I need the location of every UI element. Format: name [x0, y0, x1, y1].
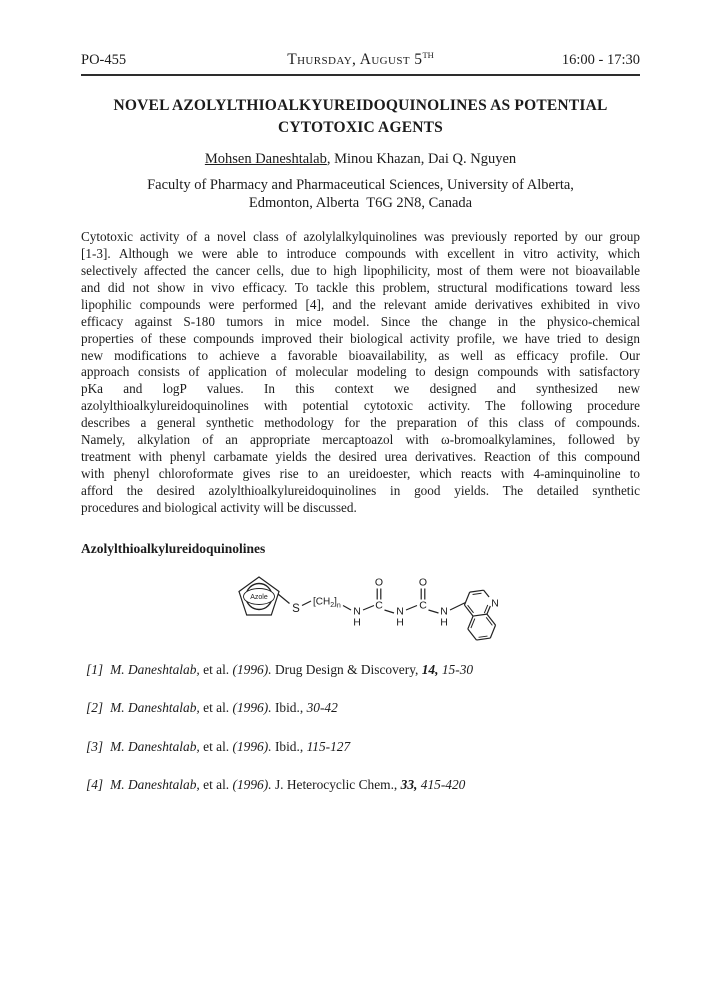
- reference-label: [3]: [86, 738, 104, 754]
- affiliation-line-1: Faculty of Pharmacy and Pharmaceutical Sciences, University of Alberta,: [147, 177, 574, 194]
- paper-title: [81, 95, 640, 139]
- abstract-line: describes a general synthetic methodology for the preparation of this class of compounds.: [81, 415, 640, 431]
- bracket-close: ]: [334, 596, 337, 608]
- session-day-text: Thursday, August 5: [287, 51, 423, 69]
- abstract-line: approach consists of application of molecular modeling to design compounds with satisfactory: [81, 364, 640, 380]
- reference-author: M. Daneshtalab,: [110, 700, 200, 716]
- reference-etal: et al.: [203, 777, 230, 793]
- reference-label: [4]: [86, 777, 104, 793]
- abstract-line: lipophilic compounds were performed [4], and the relevant amide derivatives exhibited in vivo: [81, 296, 640, 312]
- abstract-line: azolylthioalkylureidoquinolines with potential cytotoxic activity. The following procedure: [81, 398, 640, 414]
- reference-volume: 14,: [421, 661, 439, 677]
- reference-journal: Ibid.,: [274, 700, 304, 716]
- azole-label: Azole: [250, 593, 268, 601]
- presenting-author: Mohsen Daneshtalab: [204, 151, 327, 168]
- bond: [450, 602, 466, 610]
- nitrogen-label: N: [440, 605, 448, 618]
- reference-journal: Ibid.,: [274, 738, 304, 754]
- reference-label: [1]: [86, 661, 104, 677]
- oxygen-label: O: [374, 576, 384, 589]
- affiliation: [81, 177, 640, 212]
- reference-etal: et al.: [203, 700, 230, 716]
- nitrogen-label: N: [353, 605, 361, 618]
- reference-pages: 30-42: [306, 700, 338, 716]
- bond: [429, 610, 439, 613]
- reference-pages: 415-420: [420, 777, 466, 793]
- reference-author: M. Daneshtalab,: [110, 777, 200, 793]
- page-header: [81, 50, 640, 76]
- reference-item: [86, 776, 640, 793]
- abstract-line: pKa and logP values. In this context we designed and synthesized new: [81, 381, 640, 397]
- bond: [302, 601, 311, 606]
- session-day: [287, 50, 434, 69]
- bond: [406, 605, 417, 610]
- bond: [385, 610, 395, 613]
- session-code: PO-455: [81, 52, 127, 69]
- affiliation-line-2: Edmonton, Alberta T6G 2N8, Canada: [248, 194, 473, 211]
- session-day-superscript: TH: [422, 50, 434, 60]
- oxygen-label: O: [418, 576, 428, 589]
- abstract-line: Namely, alkylation of an appropriate mercaptoazol with ω-bromoalkylamines, followed by: [81, 432, 640, 448]
- ch2-text: [CH: [313, 596, 331, 608]
- reference-pages: 15-30: [441, 661, 474, 677]
- reference-volume: 33,: [400, 777, 418, 793]
- reference-item: [86, 738, 640, 755]
- n-subscript: n: [336, 602, 341, 610]
- reference-year: (1996).: [232, 738, 272, 754]
- reference-item: [86, 661, 640, 678]
- ch2-bracket-label: [313, 596, 341, 609]
- hydrogen-label: H: [396, 616, 404, 629]
- reference-item: [86, 699, 640, 716]
- abstract-line: Cytotoxic activity of a novel class of azolylalkylquinolines was previously reported by our group: [81, 229, 640, 245]
- sulfur-label: S: [292, 602, 300, 615]
- structure-figure: [226, 566, 526, 658]
- reference-journal: J. Heterocyclic Chem.,: [274, 777, 398, 793]
- bond: [343, 605, 351, 610]
- session-time: 16:00 - 17:30: [561, 52, 640, 69]
- reference-year: (1996).: [232, 661, 272, 677]
- coauthors: , Minou Khazan, Dai Q. Nguyen: [326, 151, 517, 168]
- abstract-line: afford the desired azolylthioalkylureidoquinolines in good yields. The detailed synthetic: [81, 482, 640, 498]
- reference-label: [2]: [86, 700, 104, 716]
- abstract-line: selectively affected the cancer cells, due to high lipophilicity, most of them were not bioavailable: [81, 262, 640, 278]
- reference-etal: et al.: [203, 738, 230, 754]
- abstract-line: new modifications to achieve a favorable bioavailability, as well as efficacy profile. Our: [81, 347, 640, 363]
- abstract-line: properties of these compounds improved their biological activity profile, we have tried to design: [81, 330, 640, 346]
- hydrogen-label: H: [440, 616, 448, 629]
- paper-title-line-2: CYTOTOXIC AGENTS: [278, 119, 443, 137]
- bond: [278, 594, 290, 604]
- abstract-line: and did not show in vivo efficacy. To tackle this problem, structural modifications toward less: [81, 279, 640, 295]
- nitrogen-label: N: [396, 605, 404, 618]
- reference-year: (1996).: [232, 777, 272, 793]
- reference-year: (1996).: [232, 700, 272, 716]
- bond: [363, 605, 374, 610]
- reference-journal: Drug Design & Discovery,: [274, 661, 419, 677]
- ch2-subscript: 2: [330, 601, 335, 609]
- abstract-line: procedures and biological activity will be discussed.: [81, 499, 357, 515]
- abstract-line: with phenyl chloroformate gives rise to an ureidoester, which reacts with 4-aminquinoline to: [81, 465, 640, 481]
- paper-title-line-1: NOVEL AZOLYLTHIOALKYUREIDOQUINOLINES AS POTENTIAL: [113, 97, 608, 115]
- abstract-line: [1-3]. Although we were able to introduce compounds with excellent in vitro activity, which: [81, 246, 640, 262]
- reference-list: [81, 661, 640, 794]
- chemical-structure-drawing: [226, 566, 526, 658]
- abstract-body: [81, 229, 640, 516]
- abstract-line: treatment with phenyl carbamate yields the desired urea derivatives. Reaction of this compound: [81, 448, 640, 464]
- reference-pages: 115-127: [306, 738, 351, 754]
- section-heading: Azolylthioalkylureidoquinolines: [81, 540, 266, 556]
- carbon-label: C: [419, 599, 427, 612]
- author-list: [81, 151, 640, 168]
- abstract-line: efficacy against S-180 tumors in mice model. Since the change in the physico-chemical: [81, 313, 640, 329]
- reference-etal: et al.: [203, 661, 230, 677]
- hydrogen-label: H: [353, 616, 361, 629]
- quinoline-nitrogen-label: N: [491, 597, 499, 610]
- reference-author: M. Daneshtalab,: [110, 738, 200, 754]
- carbon-label: C: [375, 599, 383, 612]
- reference-author: M. Daneshtalab,: [110, 661, 200, 677]
